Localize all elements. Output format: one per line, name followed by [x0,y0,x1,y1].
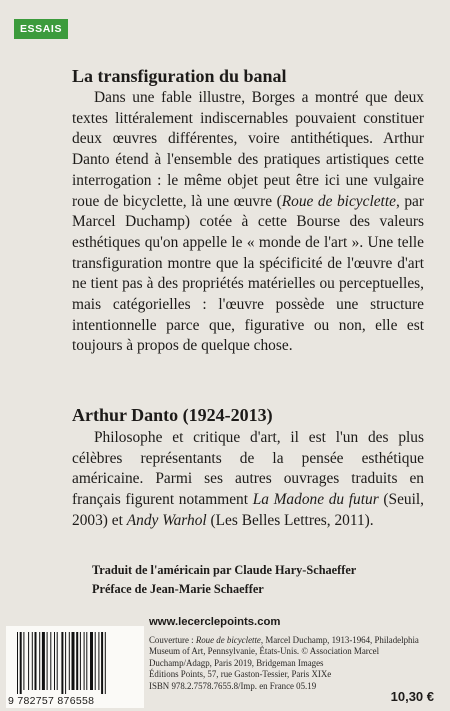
desc-artwork-title: Roue de bicyclette [281,192,396,210]
author-bio-paragraph [72,428,424,532]
barcode-bar [23,632,24,690]
barcode-bar [90,632,93,690]
cover-credits [149,635,439,692]
translator-credit: Traduit de l'américain par Claude Hary-Schaeffer [92,563,357,577]
desc-text-2: , par Marcel Duchamp) cotée à cette Bourse des valeurs esthétiques qu'on appelle le « monde de l'art ». [72,192,424,251]
barcode-bar [84,632,85,690]
category-badge: ESSAIS [14,19,68,39]
bio-text-1: Philosophe et critique d'art, il est l'un des plus célèbres représentants de la pensée esthétique américaine. Parmi ses autres ouvrages traduits en français figurent notamment [72,429,424,509]
barcode-bar [72,632,75,690]
cover-credit-artwork: Roue de bicyclette [195,635,261,645]
barcode-bar [50,632,51,690]
barcode-bar [32,632,33,690]
desc-text-1: Dans une fable illustre, Borges a montré que deux textes littéralement indiscernables pouvaient constituer deux œuvres différentes, voire antithétiques. Arthur Danto étend à l'ensemble des pratiques artistiques cette interrogation : le même objet peut être ici une vulgaire roue de bicyclette, là une œuvre ( [72,89,424,210]
barcode-bar [105,632,106,694]
cover-credit-label: Couverture : [149,635,196,645]
barcode-bar [47,632,48,690]
barcode-bar [101,632,103,694]
barcode-bar [98,632,99,690]
barcode-bar [35,632,37,690]
barcode-bar [61,632,63,694]
bio-text-3: (Les Belles Lettres, 2011). [206,511,374,529]
section-title-author: Arthur Danto (1924-2013) [72,405,273,425]
barcode-bar [95,632,96,690]
barcode [6,626,144,708]
barcode-bar [69,632,70,690]
barcode-bar [76,632,78,690]
barcode-bar [17,632,18,694]
desc-text-3: Une telle transfiguration montre que la spécificité de l'œuvre d'art ne tient pas à des propriétés matérielles ou perceptuelles, mais catégorielles : l'œuvre possède une structure intentionnelle parce que, figurative ou non, elle est toujours à propos de quelque chose. [72,233,424,355]
barcode-bar [39,632,40,690]
barcode-bar [54,632,55,690]
barcode-bar [65,632,66,694]
publisher-url[interactable]: www.lecerclepoints.com [149,616,281,628]
barcode-bar [28,632,29,690]
barcode-bar [86,632,87,690]
publisher-address: Éditions Points, 57, rue Gaston-Tessier, Paris XIXe [149,669,332,680]
price: 10,30 € [390,689,434,704]
bio-book-title-2: Andy Warhol [126,511,207,529]
barcode-bar [42,632,45,690]
bio-text-2: (Seuil, 2003) et [72,491,424,529]
bio-book-title-1: La Madone du futur [252,491,379,509]
barcode-bar [80,632,81,690]
barcode-bar [20,632,22,694]
book-description-paragraph [72,88,424,357]
section-title-book: La transfiguration du banal [72,66,287,86]
barcode-bar [57,632,58,690]
preface-credit: Préface de Jean-Marie Schaeffer [92,582,264,596]
barcode-bars [15,632,135,694]
cover-credit-rest: , Marcel Duchamp, 1913-1964, Philadelphia Museum of Art, Pennsylvanie, États-Unis. © Association Marcel Duchamp/Adagp, Paris 2019, Bridgeman Images [149,635,419,668]
barcode-digits: 9 782757 876558 [8,695,95,707]
isbn-line: ISBN 978.2.7578.7655.8/Imp. en France 05.19 [149,680,317,691]
